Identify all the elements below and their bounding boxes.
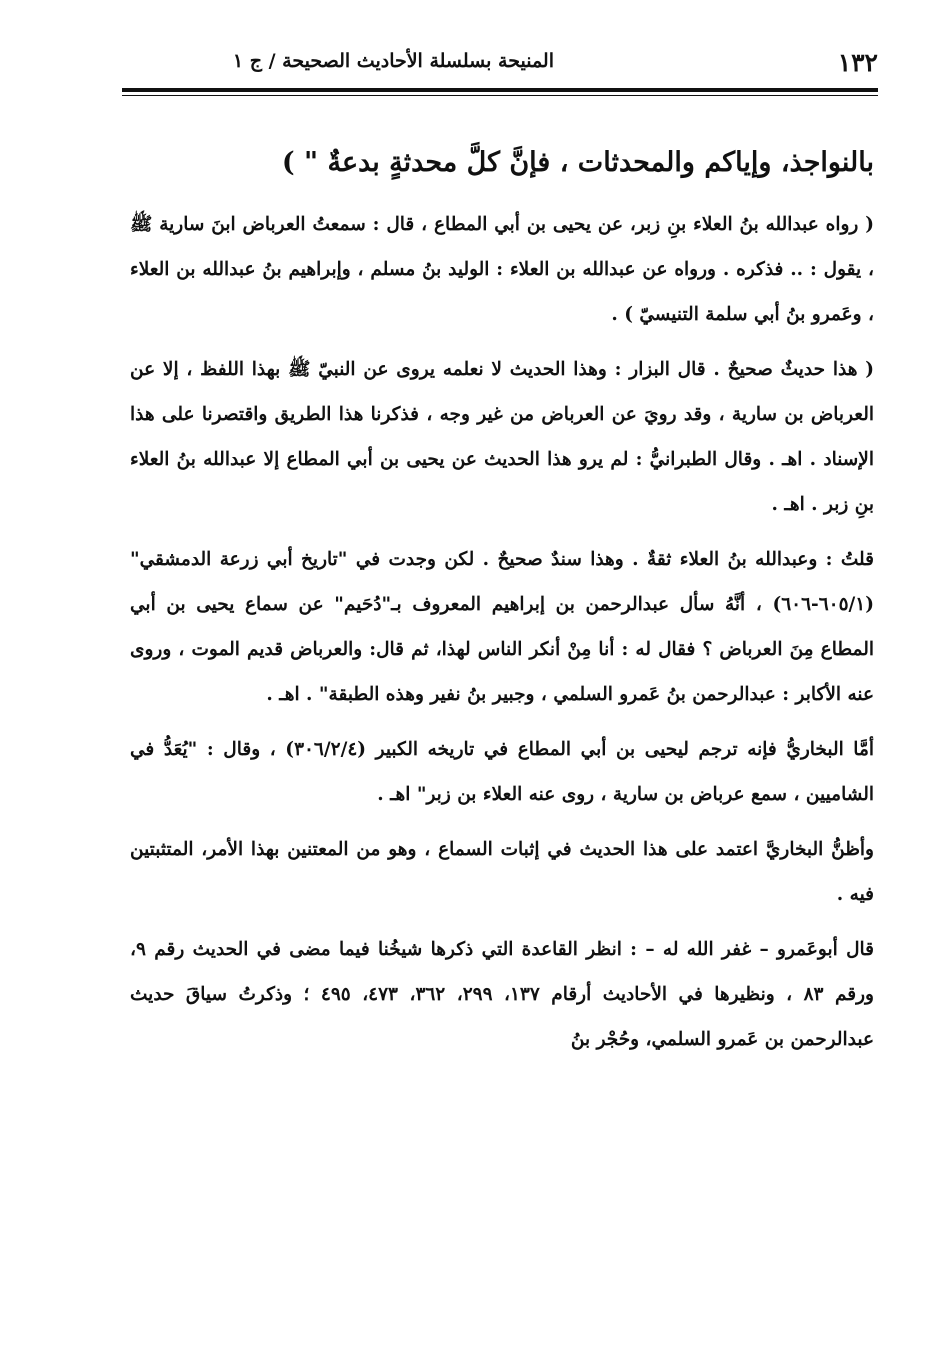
paragraph-note: قال أبوعَمرو – غفر الله له – : انظر القاعدة التي ذكرها شيخُنا فيما مضى في الحديث رقم ٩، ورقم ٨٣ ، ونظيرها في الأحاديث أرقام ١٣٧، ٢٩٩، ٣٦٢، ٤٧٣، ٤٩٥ ؛ وذكرتُ سياقَ حديث عبدالرحمن بن عَمرو السلمي، وحُجْر بنُ bbox=[130, 939, 874, 1050]
lead-line: بالنواجذ، وإياكم والمحدثات ، فإنَّ كلَّ محدثةٍ بدعةٌ " ) bbox=[281, 147, 874, 178]
paragraph-comment: قلتُ : وعبدالله بنُ العلاء ثقةٌ . وهذا سندٌ صحيحٌ . لكن وجدت في "تاريخ أبي زرعة الدمشقي" (٦٠٥/١-٦٠٦) ، أنَّهُ سأل عبدالرحمن بن إبراهيم المعروف بـ"دُحَيم" عن سماع يحيى بن أبي المطاع مِنَ العرباض ؟ فقال له : أنا مِنْ أنكر الناس لهذا، ثم قال: والعرباض قديم الموت ، وروى عنه الأكابر : عبدالرحمن بنُ عَمرو السلمي ، وجبير بنُ نفير وهذه الطبقة" . اهـ . bbox=[130, 549, 874, 705]
page-body bbox=[130, 140, 874, 1072]
header-rule-thick bbox=[122, 88, 878, 92]
header-rule-thin bbox=[122, 95, 878, 96]
page-number: ١٣٢ bbox=[837, 48, 878, 77]
paragraph-bukhari: أمَّا البخاريُّ فإنه ترجم ليحيى بن أبي المطاع في تاريخه الكبير (٣٠٦/٢/٤) ، وقال : "يُعَدُّ في الشاميين ، سمع عرباض بن سارية ، روى عنه العلاء بن زبر" اهـ . bbox=[130, 739, 874, 805]
running-title: المنيحة بسلسلة الأحاديث الصحيحة / ج ١ bbox=[232, 50, 554, 72]
paragraph-narration: ( رواه عبدالله بنُ العلاء بنِ زبر، عن يحيى بن أبي المطاع ، قال : سمعتُ العرباض ابنَ سارية ﷺ ، يقول : .. فذكره . ورواه عن عبدالله بن العلاء : الوليد بنُ مسلم ، وإبراهيم بنُ عبدالله بن العلاء ، وعَمرو بنُ أبي سلمة التنيسيّ ) . bbox=[130, 214, 874, 325]
paragraph-opinion: وأظنُّ البخاريَّ اعتمد على هذا الحديث في إثبات السماع ، وهو من المعتنين بهذا الأمر، المتثبتين فيه . bbox=[130, 839, 874, 905]
paragraph-grading: ( هذا حديثٌ صحيحٌ . قال البزار : وهذا الحديث لا نعلمه يروى عن النبيّ ﷺ بهذا اللفظ ، إلا عن العرباض بن سارية ، وقد رويَ عن العرباض من غير وجه ، فذكرنا هذا الطريق واقتصرنا على هذا الإسناد . اهـ . وقال الطبرانيُّ : لم يرو هذا الحديث عن يحيى بن أبي المطاع إلا عبدالله بنُ العلاء بنِ زبر . اهـ . bbox=[130, 359, 874, 515]
page-header bbox=[122, 44, 878, 84]
